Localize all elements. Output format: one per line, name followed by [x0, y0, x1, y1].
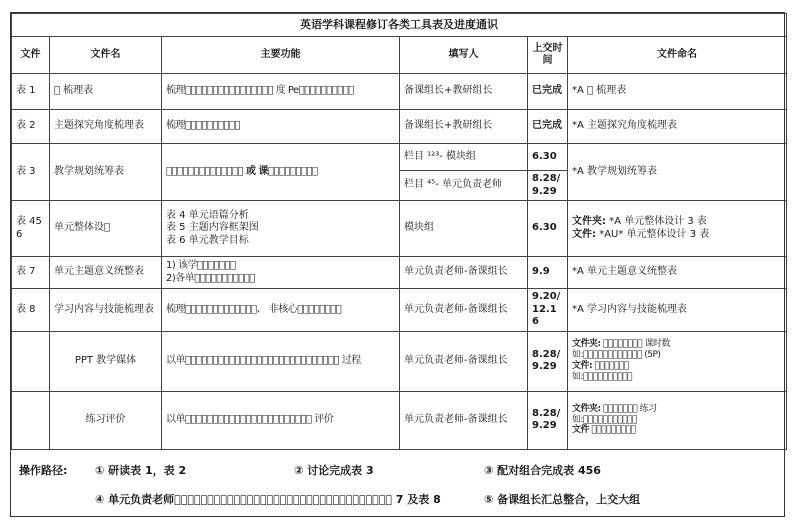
header-row [12, 37, 787, 74]
row-time: 6.30 [528, 201, 568, 257]
naming-label: 文件夹: [572, 339, 601, 350]
table-row [12, 331, 787, 391]
col-main-function: 主要功能 [162, 37, 400, 74]
row-time: 已完成 [528, 110, 568, 144]
row-file: 表 3 [12, 144, 50, 201]
row-function:                或 课          [162, 144, 400, 201]
naming-text:           [591, 425, 636, 436]
col-file: 文件 [12, 37, 50, 74]
row-naming [568, 201, 787, 257]
row-time: 已完成 [528, 74, 568, 110]
tools-table [11, 13, 787, 450]
row-name: 单元整体设  [50, 201, 162, 257]
row-file: 表 2 [12, 110, 50, 144]
row-file [12, 331, 50, 391]
naming-text:         练习 [602, 403, 657, 414]
function-line: 表 4 单元语篇分析 [166, 209, 249, 221]
row-name: 单元主题意义统整表 [50, 257, 162, 289]
row-name: PPT 教学媒体 [50, 331, 162, 391]
naming-label: 文件: [572, 228, 596, 240]
step-4: ④ 单元负责老师                                  7 及表 8 [95, 493, 441, 506]
row-naming: *A 教学规划统筹表 [568, 144, 787, 201]
row-filler: 备课组长+教研组长 [400, 74, 528, 110]
row-name: 学习内容与技能梳理表 [50, 289, 162, 332]
table-row [12, 289, 787, 332]
function-line: 表 6 单元教学目标 [166, 234, 249, 246]
row-function: 梳理           [162, 110, 400, 144]
row-name: 教学规划统筹表 [50, 144, 162, 201]
row-file: 表 8 [12, 289, 50, 332]
row-filler: 栏目 ⁴⁵- 单元负责老师 [400, 171, 528, 201]
progress-sheet [10, 12, 785, 517]
row-filler: 单元负责老师-备课组长 [400, 391, 528, 449]
row-naming: *A 学习内容与技能梳理表 [568, 289, 787, 332]
naming-label: 文件 [572, 425, 590, 436]
row-time: 8.28/9.29 [528, 171, 568, 201]
naming-text: 如:             (5P) [572, 350, 661, 361]
row-function [162, 201, 400, 257]
table-row [12, 144, 787, 171]
col-file-naming: 文件命名 [568, 37, 787, 74]
naming-text: 如:           [572, 371, 633, 382]
step-2: ② 讨论完成表 3 [294, 464, 374, 477]
col-file-name: 文件名 [50, 37, 162, 74]
naming-label: 文件夹: [572, 403, 601, 414]
row-filler: 单元负责老师-备课组长 [400, 289, 528, 332]
row-name: 主题探究角度梳理表 [50, 110, 162, 144]
naming-text:         [594, 361, 629, 371]
row-function: 梳理                 度 Pe           [162, 74, 400, 110]
row-time: 8.28/9.29 [528, 331, 568, 391]
table-row [12, 391, 787, 449]
step-3: ③ 配对组合完成表 456 [484, 464, 601, 477]
row-function: 以单                             过程 [162, 331, 400, 391]
naming-text: *A 单元整体设计 3 表 [609, 216, 707, 227]
row-naming [568, 391, 787, 449]
row-function [162, 257, 400, 289]
row-name:   梳理表 [50, 74, 162, 110]
row-filler: 备课组长+教研组长 [400, 110, 528, 144]
table-row [12, 74, 787, 110]
row-naming: *A 单元主题意义统整表 [568, 257, 787, 289]
operation-path-label: 操作路径: [19, 464, 68, 477]
row-file: 表 456 [12, 201, 50, 257]
table-row [12, 257, 787, 289]
row-time: 9.20/12.16 [528, 289, 568, 332]
row-time: 8.28/9.29 [528, 391, 568, 449]
row-name: 练习评价 [50, 391, 162, 449]
naming-label: 文件: [572, 361, 593, 371]
function-line: 2)各单            [166, 272, 255, 284]
row-time: 9.9 [528, 257, 568, 289]
row-file: 表 1 [12, 74, 50, 110]
naming-text:          课时数 [602, 339, 671, 350]
naming-label: 文件夹: [572, 216, 606, 227]
operation-path [11, 454, 784, 516]
row-filler: 栏目 ¹²³- 模块组 [400, 144, 528, 171]
table-row [12, 201, 787, 257]
function-line: 表 5 主题内容框架图 [166, 222, 259, 234]
table-title: 英语学科课程修订各类工具表及进度通识 [12, 14, 787, 37]
row-file: 表 7 [12, 257, 50, 289]
row-filler: 模块组 [400, 201, 528, 257]
naming-text: 如:            [572, 414, 637, 425]
row-time: 6.30 [528, 144, 568, 171]
row-function: 梳理             、 非核心         [162, 289, 400, 332]
row-file [12, 391, 50, 449]
row-naming: *A   梳理表 [568, 74, 787, 110]
row-naming: *A 主题探究角度梳理表 [568, 110, 787, 144]
row-filler: 单元负责老师-备课组长 [400, 257, 528, 289]
step-5: ⑤ 备课组长汇总整合，上交大组 [484, 493, 641, 506]
table-row [12, 110, 787, 144]
row-naming [568, 331, 787, 391]
row-function: 以单                        评价 [162, 391, 400, 449]
row-filler: 单元负责老师-备课组长 [400, 331, 528, 391]
col-filler: 填写人 [400, 37, 528, 74]
function-line: 1) 该学        [166, 260, 236, 271]
col-submit-time: 上交时间 [528, 37, 568, 74]
naming-text: *AU* 单元整体设计 3 表 [599, 228, 710, 240]
step-1: ① 研读表 1，表 2 [95, 464, 187, 477]
